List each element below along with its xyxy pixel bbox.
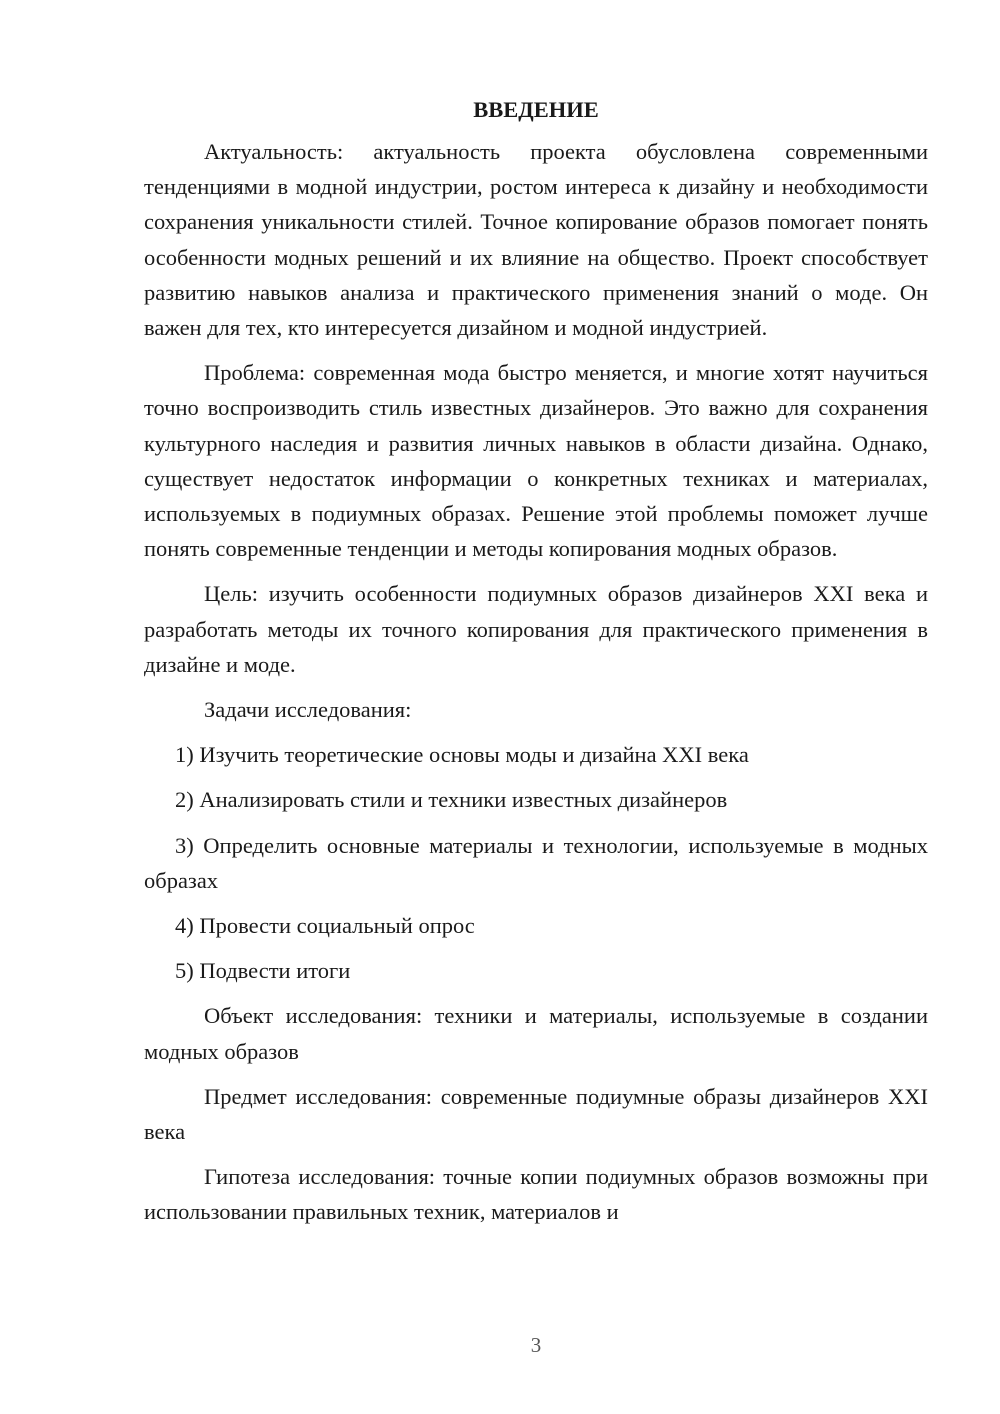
relevance-paragraph: Актуальность: актуальность проекта обусловлена современными тенденциями в модной индустрии, ростом интереса к дизайну и необходимости сохранения уникальности стилей. Точное копирование образов помогает понять особенности модных решений и их влияние на общество. Проект способствует развитию навыков анализа и практического применения знаний о моде. Он важен для тех, кто интересуется дизайном и модной индустрией. [144, 139, 928, 341]
object-paragraph: Объект исследования: техники и материалы, используемые в создании модных образов [144, 1003, 928, 1064]
subject-paragraph: Предмет исследования: современные подиумные образы дизайнеров XXI века [144, 1083, 928, 1145]
task-item-5: 5) Подвести итоги [175, 958, 351, 984]
section-heading: ВВЕДЕНИЕ [473, 97, 599, 122]
task-item-3: 3) Определить основные материалы и технологии, используемые в модных образах [144, 832, 928, 893]
hypothesis-paragraph: Гипотеза исследования: точные копии подиумных образов возможны при использовании правильных техник, материалов и [144, 1164, 928, 1225]
task-item-1: 1) Изучить теоретические основы моды и дизайна XXI века [175, 742, 749, 768]
document-page [144, 92, 928, 1240]
problem-paragraph: Проблема: современная мода быстро меняется, и многие хотят научиться точно воспроизводить стиль известных дизайнеров. Это важно для сохранения культурного наследия и развития личных навыков в области дизайна. Однако, существует недостаток информации о конкретных техниках и материалах, используемых в подиумных образах. Решение этой проблемы поможет лучше понять современные тенденции и методы копирования модных образов. [144, 360, 928, 562]
tasks-title: Задачи исследования: [204, 697, 412, 723]
goal-paragraph: Цель: изучить особенности подиумных образов дизайнеров XXI века и разработать методы их точного копирования для практического применения в дизайне и моде. [144, 581, 928, 677]
page-number: 3 [530, 1333, 542, 1357]
task-item-4: 4) Провести социальный опрос [175, 913, 475, 939]
task-item-2: 2) Анализировать стили и техники известных дизайнеров [175, 787, 728, 813]
